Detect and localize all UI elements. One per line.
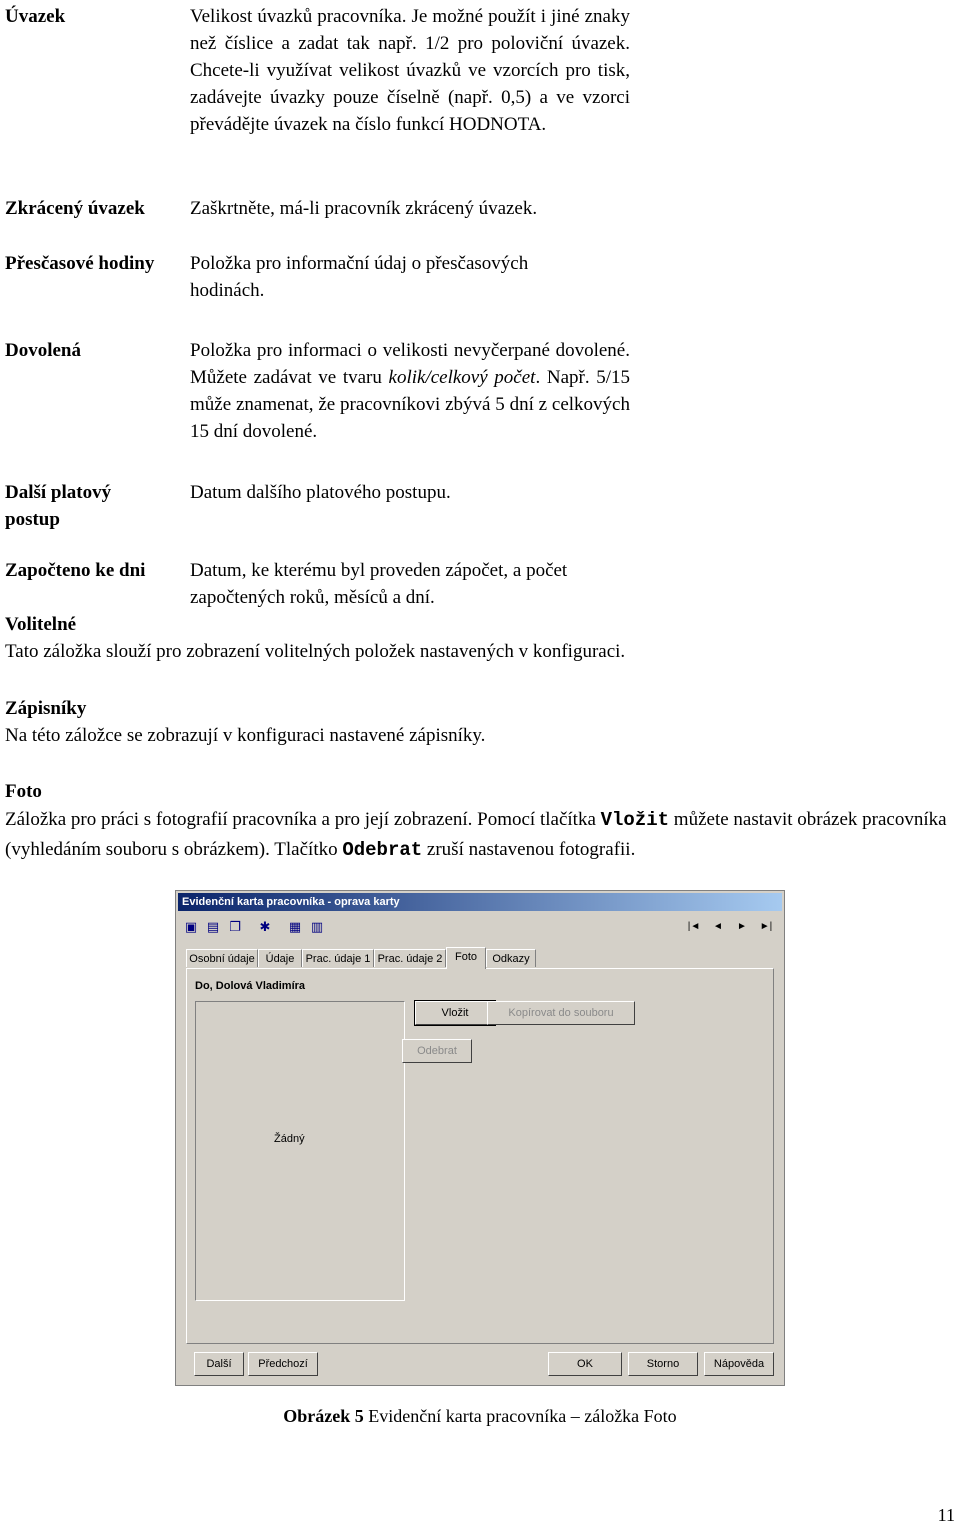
term-uvazek: Úvazek	[5, 6, 66, 27]
window-titlebar: Evidenční karta pracovníka - oprava karty	[178, 893, 782, 911]
settings-icon[interactable]: ✱	[259, 919, 271, 934]
foto-panel	[186, 968, 774, 1344]
no-photo-label: Žádný	[274, 1133, 305, 1145]
export-icon[interactable]: ▦	[288, 919, 302, 934]
figure-caption-label: Obrázek 5	[283, 1406, 364, 1426]
desc-dalsi-platovy-postup-text: Datum dalšího platového postupu.	[190, 482, 451, 503]
prev-icon[interactable]: ◄	[713, 921, 723, 932]
desc-dovolena-before: Položka pro informaci o velikosti nevyčerpané dovolené. Můžete zadávat ve tvaru	[190, 340, 630, 388]
desc-prescasove-hodiny	[190, 250, 590, 304]
section-body-foto	[5, 805, 957, 865]
term-zkraceny-uvazek: Zkrácený úvazek	[5, 198, 145, 219]
tab-osobni-udaje[interactable]: Osobní údaje	[186, 949, 258, 967]
figure-caption-text: Evidenční karta pracovníka – záložka Foto	[363, 1406, 677, 1426]
first-icon[interactable]: |◄	[687, 921, 701, 932]
desc-dovolena-italic: kolik/celkový počet	[388, 367, 536, 388]
desc-dovolena-after: . Např. 5/15 může znamenat, že pracovníkovi zbývá 5 dní z celkových 15 dní dovolené.	[190, 367, 630, 442]
desc-zkraceny-uvazek	[190, 195, 630, 222]
section-body-zapisniky: Na této záložce se zobrazují v konfiguraci nastavené zápisníky.	[5, 725, 486, 746]
foto-btn-vlozit-ref: Vložit	[600, 809, 670, 831]
section-title-volitelne: Volitelné	[5, 614, 77, 635]
page-number: 11	[937, 1505, 955, 1525]
desc-dovolena-text	[190, 337, 630, 445]
figure-caption	[0, 1403, 960, 1430]
insert-button[interactable]: Vložit	[415, 1001, 495, 1025]
desc-zkraceny-uvazek-text: Zaškrtněte, má-li pracovník zkrácený úvazek.	[190, 198, 538, 219]
last-icon[interactable]: ►|	[759, 921, 773, 932]
foto-text-1: Záložka pro práci s fotografií pracovníka a pro její zobrazení. Pomocí tlačítka	[5, 809, 601, 830]
cancel-button[interactable]: Storno	[628, 1352, 698, 1376]
window-toolbar	[178, 915, 782, 939]
copy-to-file-button[interactable]: Kopírovat do souboru	[487, 1001, 635, 1025]
app-window-screenshot	[175, 890, 785, 1386]
foto-text-3: zruší nastavenou fotografii.	[422, 839, 636, 860]
foto-btn-odebrat-ref: Odebrat	[342, 839, 423, 861]
desc-dovolena	[190, 337, 630, 445]
term-dalsi-platovy-postup: Další platový postup	[5, 482, 112, 530]
tab-prac-udaje-1[interactable]: Prac. údaje 1	[302, 949, 374, 967]
copy-icon[interactable]: ❐	[229, 919, 241, 934]
term-prescasove-hodiny: Přesčasové hodiny	[5, 253, 155, 274]
foto-text-2: můžete nastavit obrázek pracovníka (vyhledáním souboru s obrázkem). Tlačítko	[5, 809, 947, 860]
previous-button[interactable]: Předchozí	[248, 1352, 318, 1376]
tab-foto[interactable]: Foto	[446, 947, 486, 969]
tab-udaje[interactable]: Údaje	[258, 949, 302, 967]
save-icon[interactable]: ▣	[184, 919, 198, 934]
next-icon[interactable]: ►	[737, 921, 747, 932]
print-icon[interactable]: ▤	[206, 919, 220, 934]
section-body-volitelne: Tato záložka slouží pro zobrazení volitelných položek nastavených v konfiguraci.	[5, 641, 626, 662]
next-button[interactable]: Další	[194, 1352, 244, 1376]
tab-odkazy[interactable]: Odkazy	[486, 949, 536, 967]
ok-button[interactable]: OK	[548, 1352, 622, 1376]
window-tabs	[186, 947, 774, 969]
section-title-zapisniky: Zápisníky	[5, 698, 87, 719]
tab-prac-udaje-2[interactable]: Prac. údaje 2	[374, 949, 446, 967]
desc-uvazek	[190, 3, 630, 138]
term-zapocteno-ke-dni: Započteno ke dni	[5, 560, 146, 581]
remove-button[interactable]: Odebrat	[402, 1039, 472, 1063]
desc-prescasove-hodiny-text: Položka pro informační údaj o přesčasových hodinách.	[190, 253, 529, 301]
desc-zapocteno-ke-dni	[190, 557, 630, 611]
help-button[interactable]: Nápověda	[704, 1352, 774, 1376]
desc-zapocteno-ke-dni-text: Datum, ke kterému byl proveden zápočet, a počet započtených roků, měsíců a dní.	[190, 560, 568, 608]
desc-uvazek-text: Velikost úvazků pracovníka. Je možné použít i jiné znaky než číslice a zadat tak např. 1/2 pro poloviční úvazek. Chcete-li využívat velikost úvazků ve vzorcích pro tisk, zadávejte úvazky pouze číselně (např. 0,5) a ve vzorci převádějte úvazek na číslo funkcí HODNOTA.	[190, 6, 630, 135]
section-title-foto: Foto	[5, 781, 42, 802]
employee-name: Do, Dolová Vladimíra	[195, 980, 306, 992]
printer-icon[interactable]: ▥	[310, 919, 324, 934]
photo-box	[195, 1001, 405, 1301]
desc-dalsi-platovy-postup	[190, 479, 630, 506]
term-dovolena: Dovolená	[5, 340, 81, 361]
